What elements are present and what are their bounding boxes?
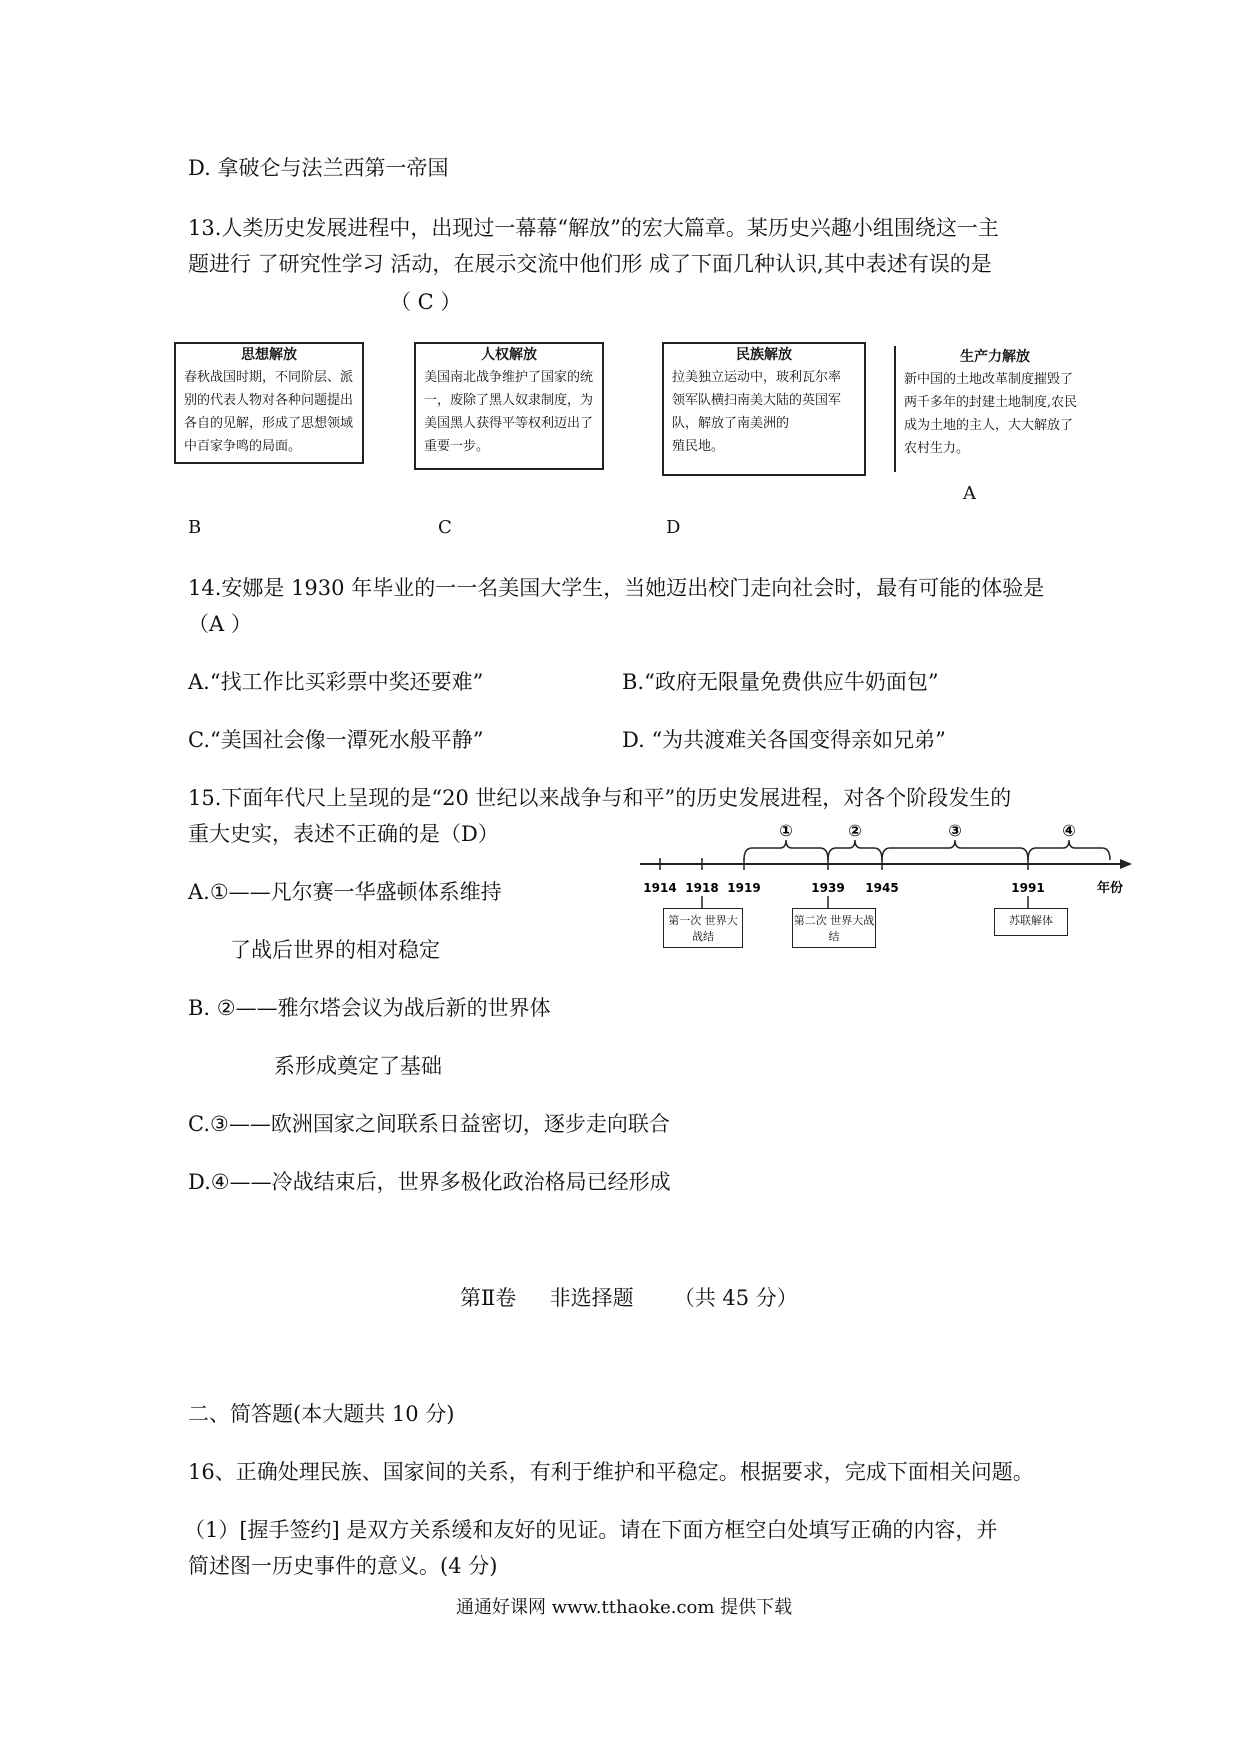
q13-answer: （ C ） bbox=[390, 290, 462, 314]
q13-box-c bbox=[414, 342, 604, 470]
q15-option-b-line2: 系形成奠定了基础 bbox=[274, 1054, 442, 1078]
part-2-heading: 二、简答题(本大题共 10 分) bbox=[188, 1402, 455, 1426]
timeline-event-ussr: 苏联解体 bbox=[994, 908, 1068, 936]
q13-stem-line1: 13.人类历史发展进程中，出现过一幕幕“解放”的宏大篇章。某历史兴趣小组围绕这一主 bbox=[188, 216, 999, 240]
timeline-period-brace bbox=[1028, 840, 1110, 860]
timeline-year-label: 1939 bbox=[811, 881, 845, 895]
timeline-arrow-icon bbox=[1120, 859, 1132, 869]
q13-label-b: B bbox=[188, 517, 202, 538]
timeline-period-brace bbox=[882, 840, 1028, 860]
timeline-year-label: 1919 bbox=[727, 881, 761, 895]
box-title: 思想解放 bbox=[241, 347, 297, 363]
timeline-year-label: 1918 bbox=[685, 881, 719, 895]
timeline-year-label: 1991 bbox=[1011, 881, 1045, 895]
box-body: 春秋战国时期，不同阶层、派 别的代表人物对各种问题提出 各自的见解，形成了思想领域 中百家争鸣的局面。 bbox=[184, 370, 354, 454]
q15-option-d: D.④——冷战结束后，世界多极化政治格局已经形成 bbox=[188, 1170, 671, 1194]
q15-stem-line2: 重大史实，表述不正确的是（D） bbox=[188, 822, 499, 846]
timeline-event-ww1: 第一次 世界大战结 bbox=[663, 908, 743, 948]
box-body: 美国南北战争维护了国家的统 一，废除了黑人奴隶制度，为 美国黑人获得平等权利迈出了 重要一步。 bbox=[424, 370, 594, 454]
q16-sub1-line1: （1）[握手签约] 是双方关系缓和友好的见证。请在下面方框空白处填写正确的内容，并 bbox=[184, 1518, 998, 1542]
q16-sub1-line2: 简述图一历史事件的意义。(4 分) bbox=[188, 1554, 498, 1578]
q15-stem-line1: 15.下面年代尺上呈现的是“20 世纪以来战争与和平”的历史发展进程，对各个阶段发生的 bbox=[188, 786, 1012, 810]
timeline-event-ww2: 第二次 世界大战结 bbox=[792, 908, 876, 948]
box-title: 人权解放 bbox=[481, 347, 537, 363]
timeline-period-label: ① bbox=[779, 821, 793, 840]
box-title: 民族解放 bbox=[736, 347, 792, 363]
box-body: 新中国的土地改革制度摧毁了 两千多年的封建土地制度,农民 成为土地的主人，大大解放了 农村生力。 bbox=[904, 372, 1078, 456]
q15-option-c: C.③——欧洲国家之间联系日益密切，逐步走向联合 bbox=[188, 1112, 670, 1136]
timeline-year-label: 1945 bbox=[865, 881, 899, 895]
timeline-period-brace bbox=[828, 840, 882, 860]
q13-stem-line2: 题进行 了研究性学习 活动，在展示交流中他们形 成了下面几种认识,其中表述有误的是 bbox=[188, 252, 992, 276]
timeline-unit: 年份 bbox=[1097, 881, 1124, 896]
q14-option-d: D. “为共渡难关各国变得亲如兄弟” bbox=[622, 728, 946, 752]
q15-option-a-line1: A.①——凡尔赛一华盛顿体系维持 bbox=[188, 880, 502, 904]
q13-label-d: D bbox=[666, 517, 681, 538]
box-title: 生产力解放 bbox=[960, 349, 1030, 365]
q16-stem: 16、正确处理民族、国家间的关系，有利于维护和平稳定。根据要求，完成下面相关问题。 bbox=[188, 1460, 1034, 1484]
q14-option-b: B.“政府无限量免费供应牛奶面包” bbox=[622, 670, 939, 694]
q14-answer: （A ） bbox=[188, 612, 252, 636]
q13-label-a: A bbox=[963, 483, 976, 504]
footer-source: 通通好课网 www.tthaoke.com 提供下载 bbox=[456, 1597, 793, 1618]
q13-label-c: C bbox=[438, 517, 452, 538]
q13-box-d bbox=[662, 342, 866, 476]
q13-box-a bbox=[894, 346, 1094, 472]
timeline-year-label: 1914 bbox=[643, 881, 677, 895]
q14-stem: 14.安娜是 1930 年毕业的一一名美国大学生，当她迈出校门走向社会时，最有可能的体验是 bbox=[188, 576, 1045, 600]
q13-box-b bbox=[174, 342, 364, 464]
timeline-period-brace bbox=[744, 840, 828, 860]
q12-option-d: D. 拿破仑与法兰西第一帝国 bbox=[188, 156, 449, 180]
q15-option-b-line1: B. ②——雅尔塔会议为战后新的世界体 bbox=[188, 996, 551, 1020]
timeline-period-label: ③ bbox=[948, 821, 962, 840]
section-2-title: 第Ⅱ卷 非选择题 （共 45 分） bbox=[460, 1286, 798, 1310]
box-body: 拉美独立运动中，玻利瓦尔率 领军队横扫南美大陆的英国军 队，解放了南美洲的 殖民地。 bbox=[672, 370, 842, 454]
q14-option-a: A.“找工作比买彩票中奖还要难” bbox=[188, 670, 484, 694]
timeline-period-label: ② bbox=[848, 821, 862, 840]
timeline-period-label: ④ bbox=[1062, 821, 1076, 840]
q14-option-c: C.“美国社会像一潭死水般平静” bbox=[188, 728, 484, 752]
q15-option-a-line2: 了战后世界的相对稳定 bbox=[230, 938, 440, 962]
